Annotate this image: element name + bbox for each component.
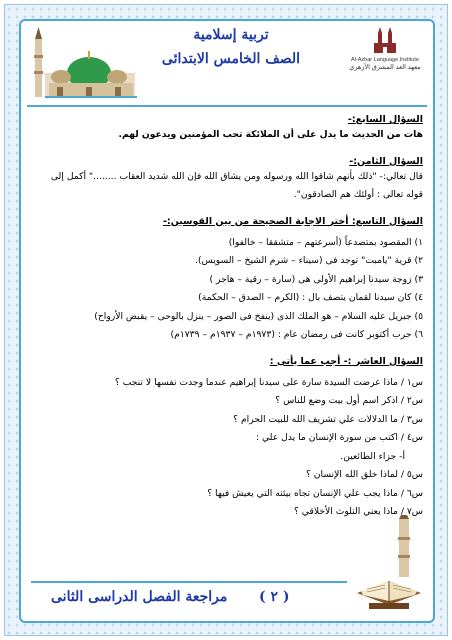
q10-item: س٧ / ماذا يعني التلوث الأخلاقي ؟ bbox=[294, 506, 423, 517]
logo-mark-icon bbox=[370, 25, 400, 55]
header bbox=[21, 21, 433, 107]
footer-title: مراجعة الفصل الدراسى الثانى bbox=[51, 589, 228, 605]
q9-item: ٦) حرب أكتوبر كانت فى رمضان عام : (١٩٧٣م – ١٩٣٧م – ١٧٣٩م) bbox=[170, 329, 423, 340]
subject-title: تربية إسلامية bbox=[193, 27, 269, 43]
q10-item: س٥ / لماذا خلق الله الإنسان ؟ bbox=[306, 469, 423, 480]
logo-english-text: Al-Azhar Language Institute bbox=[351, 57, 419, 63]
q10-title: السؤال العاشر :- أجب عما يأتى : bbox=[269, 355, 423, 367]
q10-item: س٦ / ماذا يجب علي الإنسان تجاه بيئته التي يعيش فيها ؟ bbox=[207, 487, 423, 499]
q9-item: ٣) زوجة سيدنا إبراهيم الأولى هى (سارة – رقية – هاجر ) bbox=[209, 273, 423, 285]
q9-item: ٢) قرية "يامبت" توجد فى (سيناء – شرم الشيخ – السويس). bbox=[195, 255, 423, 266]
worksheet bbox=[19, 19, 435, 623]
quran-book-illustration bbox=[351, 515, 429, 619]
q7-prompt: هات من الحديث ما يدل على أن الملائكة تحب المؤمنين ويدعون لهم. bbox=[118, 129, 423, 140]
mosque-illustration bbox=[31, 25, 141, 103]
q8-line-2: قوله تعالى : أولئك هم الصادقون". bbox=[293, 189, 423, 200]
q10-item: س٢ / اذكر اسم أول بيت وضع للناس ؟ bbox=[275, 395, 423, 406]
q10-item: س٣ / ما الدلالات علي تشريف الله للبيت الحرام ؟ bbox=[233, 413, 423, 425]
q10-item: س١ / ماذا عرضت السيدة سارة على سيدنا إبراهيم عندما وجدت نفسها لا تنجب ؟ bbox=[114, 376, 423, 388]
footer bbox=[21, 575, 433, 621]
q7-title: السؤال السابع:- bbox=[347, 114, 423, 125]
q9-item: ٤) كان سيدنا لقمان يتصف بال : (الكرم – الصدق – الحكمة) bbox=[198, 292, 423, 303]
header-divider bbox=[27, 105, 427, 107]
questions-body bbox=[31, 113, 423, 522]
logo-arabic-text: معهد الغد المشرق الأزهري bbox=[349, 64, 421, 71]
q9-item: ٥) جبريل عليه السلام – هو الملك الذى (ينفخ فى الصور – ينزل بالوحى – يقبض الأرواح) bbox=[94, 310, 423, 322]
q9-title: السؤال التاسع: أختر الاجابة الصحيحة من بين القوسين:- bbox=[162, 215, 423, 227]
q8-title: السؤال الثامن:- bbox=[349, 155, 423, 167]
q8-line-1: قال تعالي:- "ذلك بأنهم شاقوا الله ورسوله ومن يشاق الله فإن الله شديد العقاب ........" أكمل إلى bbox=[50, 170, 423, 182]
school-logo bbox=[343, 25, 427, 95]
q10-subitem: أ- جزاء الطائعين. bbox=[340, 450, 405, 462]
footer-divider bbox=[31, 581, 347, 583]
grade-title: الصف الخامس الابتدائى bbox=[161, 51, 301, 67]
q10-item: س٤ / اكتب من سورة الإنسان ما يدل علي : bbox=[255, 432, 423, 443]
page-number: ( ٢ ) bbox=[259, 589, 290, 605]
page-frame bbox=[4, 4, 448, 636]
q9-item: ١) المقصود بمتصدعاً (أسرعتهم – متشققا – خالفوا) bbox=[228, 236, 423, 248]
